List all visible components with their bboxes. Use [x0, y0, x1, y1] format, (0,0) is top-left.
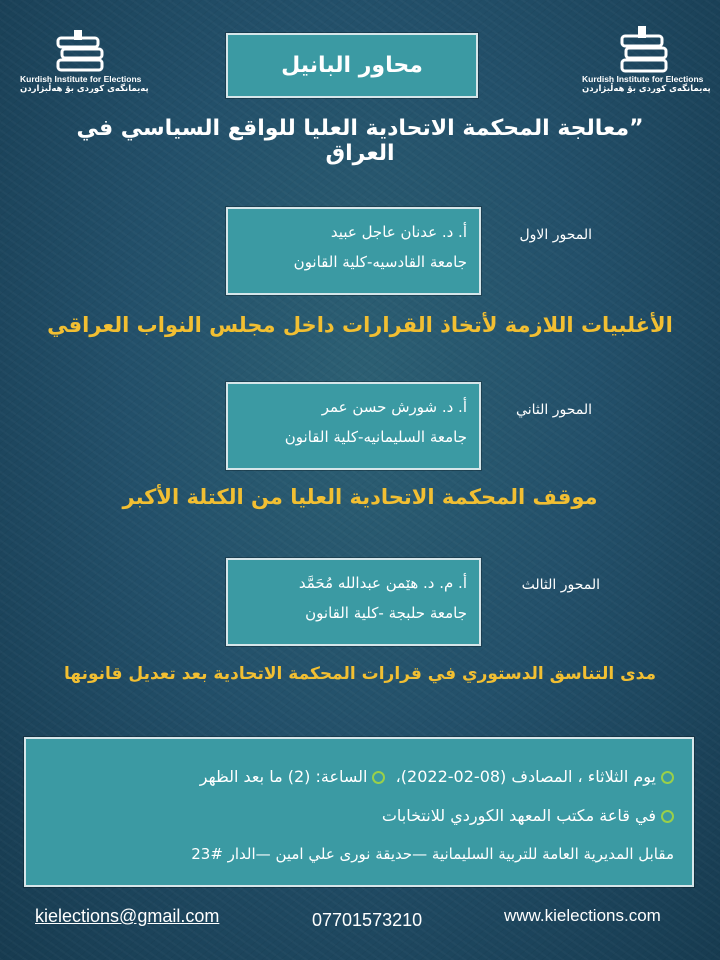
info-time: الساعة: (2) ما بعد الظهر — [199, 767, 368, 786]
contact-phone: 07701573210 — [312, 910, 423, 930]
axis-1-label: المحور الاول — [519, 227, 592, 243]
logo-right — [582, 24, 711, 94]
info-address-line — [44, 835, 674, 874]
panel-main-title: ”معالجة المحكمة الاتحادية العليا للواقع السياسي في العراق — [76, 116, 644, 166]
logo-name-ku: پەیمانگەی کوردی بۆ هەڵبژاردن — [582, 84, 711, 94]
axis-2-label: المحور الثاني — [516, 402, 592, 418]
bullet-icon — [661, 771, 674, 784]
axis-3-speaker-box — [226, 558, 481, 646]
event-info-box — [24, 737, 694, 887]
axis-2-speaker-box — [226, 382, 481, 470]
ballot-box-icon — [614, 24, 670, 74]
axis-3-affiliation: جامعة حلبجة -كلية القانون — [305, 604, 467, 622]
contact-email-link[interactable]: kielections@gmail.com — [35, 906, 220, 926]
ballot-box-icon — [52, 28, 108, 74]
axis-3-speaker: أ. م. د. هێمن عبدالله مُحَمَّد — [298, 574, 467, 592]
page-title: محاور البانيل — [281, 53, 423, 78]
axis-2-topic: موقف المحكمة الاتحادية العليا من الكتلة الأكبر — [122, 485, 598, 509]
axis-1-affiliation: جامعة القادسيه-كلية القانون — [293, 253, 467, 271]
axis-3-label: المحور الثالث — [521, 577, 600, 593]
axis-3-topic: مدى التناسق الدستوري في قرارات المحكمة الاتحادية بعد تعديل قانونها — [63, 664, 657, 684]
info-location: في قاعة مكتب المعهد الكوردي للانتخابات — [381, 806, 656, 825]
logo-name-en: Kurdish Institute for Elections — [20, 74, 142, 84]
logo-name-ku: پەیمانگەی کوردی بۆ هەڵبژاردن — [20, 84, 149, 94]
title-box — [226, 33, 478, 98]
info-location-line — [44, 796, 674, 835]
bullet-icon — [661, 810, 674, 823]
info-date: يوم الثلاثاء ، المصادف (08-02-2022)، — [395, 767, 656, 786]
axis-2-speaker: أ. د. شورش حسن عمر — [321, 398, 467, 416]
axis-1-speaker-box — [226, 207, 481, 295]
info-address: مقابل المديرية العامة للتربية السليمانية —حديقة نورى علي امين —الدار #23 — [191, 845, 674, 863]
logo-left — [20, 28, 149, 94]
bullet-icon — [372, 771, 385, 784]
axis-1-topic: الأغلبيات اللازمة لأتخاذ القرارات داخل مجلس النواب العراقي — [47, 313, 673, 337]
axis-1-speaker: أ. د. عدنان عاجل عبيد — [330, 223, 467, 241]
logo-name-en: Kurdish Institute for Elections — [582, 74, 704, 84]
axis-2-affiliation: جامعة السليمانيه-كلية القانون — [284, 428, 467, 446]
info-date-time-line — [44, 757, 674, 796]
website-link[interactable]: www.kielections.com — [504, 906, 661, 925]
